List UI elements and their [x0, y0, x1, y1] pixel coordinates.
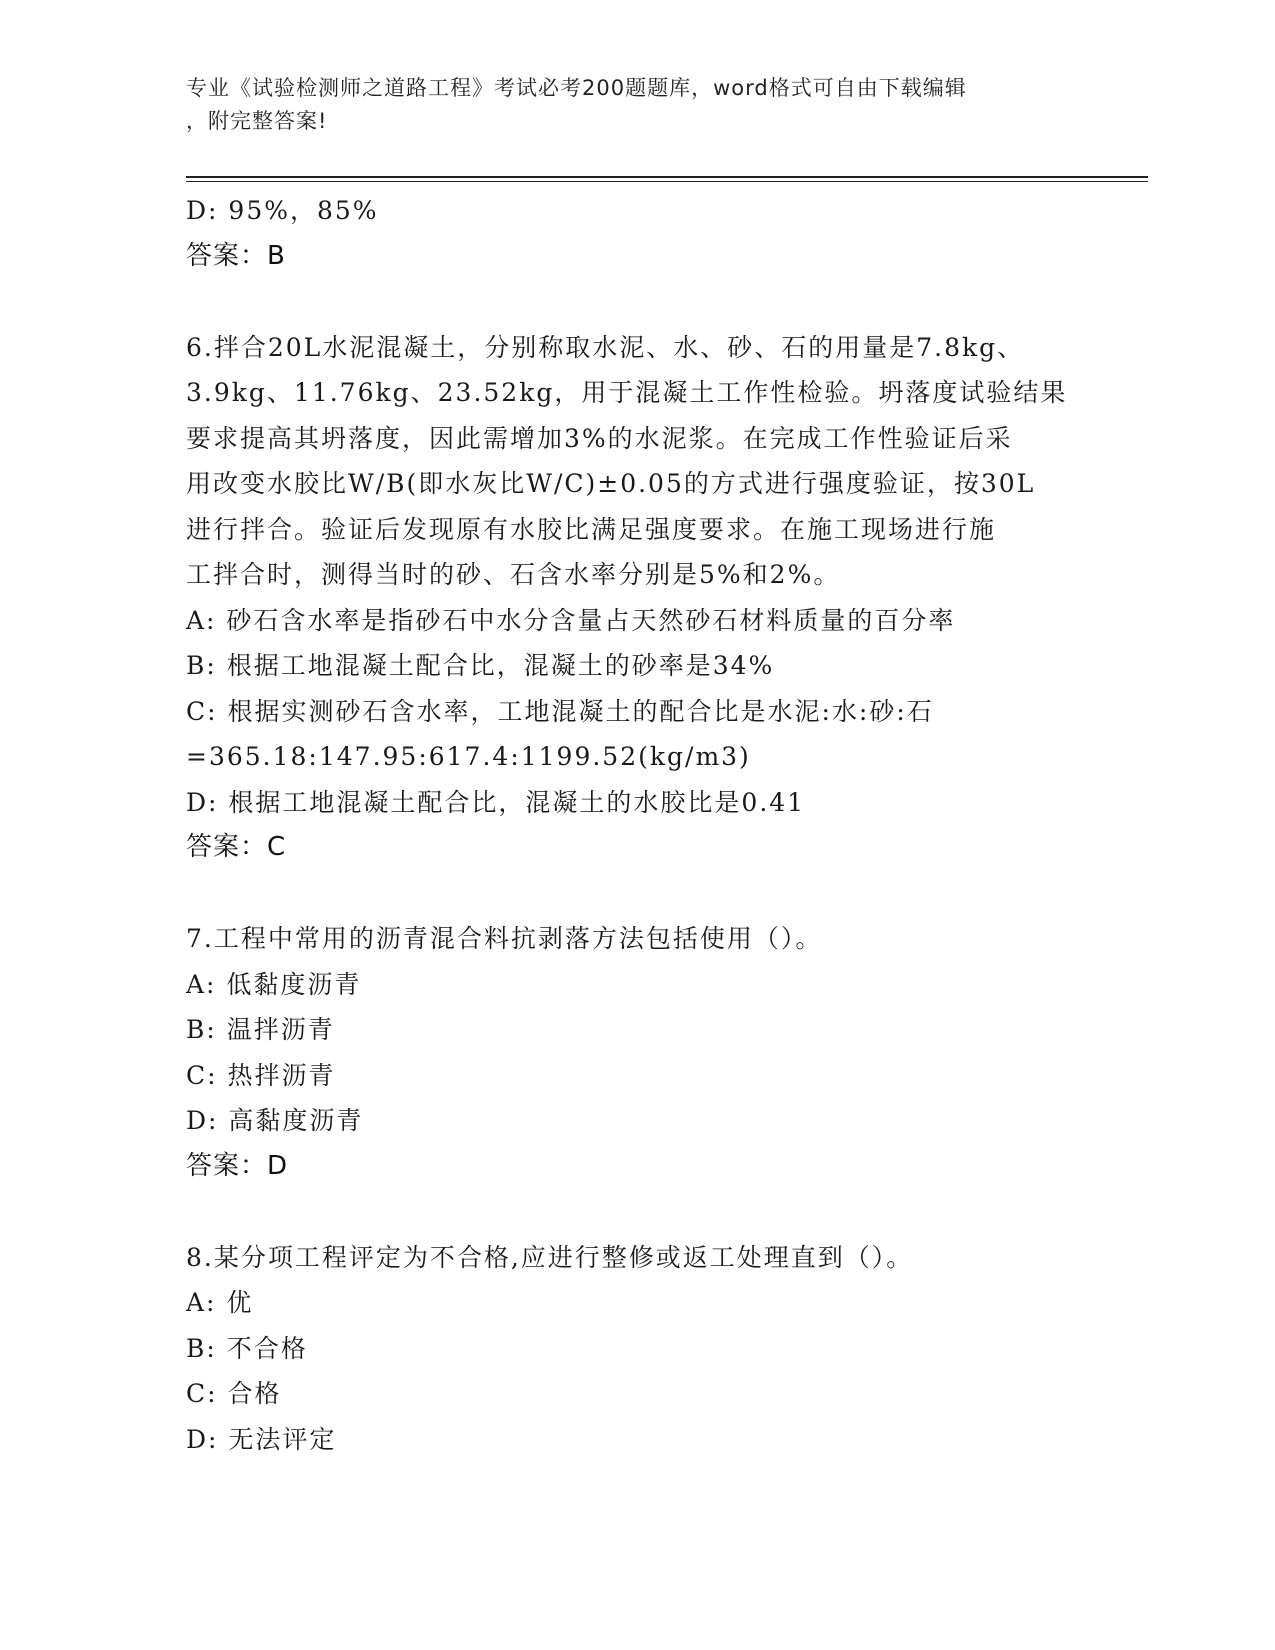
- header-title-line: 专业《试验检测师之道路工程》考试必考200题题库，word格式可自由下载编辑: [186, 76, 967, 100]
- q6-option-a: A: 砂石含水率是指砂石中水分含量占天然砂石材料质量的百分率: [186, 605, 956, 635]
- q8-stem: 8.某分项工程评定为不合格,应进行整修或返工处理直到（）。: [186, 1242, 914, 1272]
- q8-option-b: B: 不合格: [186, 1333, 308, 1363]
- q6-stem-line: 要求提高其坍落度，因此需增加3%的水泥浆。在完成工作性验证后采: [186, 423, 1013, 453]
- q7-stem: 7.工程中常用的沥青混合料抗剥落方法包括使用（）。: [186, 924, 823, 953]
- q7-answer: 答案：D: [186, 1150, 289, 1181]
- q8-option-c: C: 合格: [186, 1379, 282, 1408]
- q6-stem-line: 3.9kg、11.76kg、23.52kg，用于混凝土工作性检验。坍落度试验结果: [186, 378, 1068, 407]
- question-6: [186, 325, 1086, 871]
- document-header: [186, 72, 1066, 138]
- q6-option-c-continuation: =365.18:147.95:617.4:1199.52(kg/m3): [186, 742, 751, 771]
- q6-stem-line: 进行拌合。验证后发现原有水胶比满足强度要求。在施工现场进行施: [186, 514, 997, 544]
- header-divider-thin: [186, 181, 1148, 182]
- q7-option-c: C: 热拌沥青: [186, 1060, 336, 1090]
- q6-stem-line: 用改变水胶比W/B(即水灰比W/C)±0.05的方式进行强度验证，按30L: [186, 469, 1036, 498]
- q5-option-d: D: 95%，85%: [186, 196, 379, 225]
- q5-answer: 答案：B: [186, 240, 286, 271]
- spacer: [186, 279, 1086, 325]
- header-title-continuation: ，附完整答案!: [186, 109, 328, 133]
- question-7: [186, 916, 1086, 1189]
- q7-option-d: D: 高黏度沥青: [186, 1106, 364, 1135]
- spacer: [186, 1189, 1086, 1235]
- q7-option-b: B: 温拌沥青: [186, 1015, 335, 1044]
- q6-option-d: D: 根据工地混凝土配合比，混凝土的水胶比是0.41: [186, 787, 806, 817]
- q8-option-a: A: 优: [186, 1288, 254, 1317]
- q7-option-a: A: 低黏度沥青: [186, 969, 362, 999]
- q6-option-b: B: 根据工地混凝土配合比，混凝土的砂率是34%: [186, 651, 775, 680]
- question-8: [186, 1235, 1086, 1463]
- q6-stem-line: 6.拌合20L水泥混凝土，分别称取水泥、水、砂、石的用量是7.8kg、: [186, 332, 1025, 362]
- header-divider-thick: [186, 176, 1148, 178]
- q6-option-c: C: 根据实测砂石含水率，工地混凝土的配合比是水泥:水:砂:石: [186, 696, 934, 726]
- q6-stem-line: 工拌合时，测得当时的砂、石含水率分别是5%和2%。: [186, 560, 841, 589]
- q6-answer: 答案：C: [186, 832, 287, 862]
- spacer: [186, 871, 1086, 917]
- question-content: [186, 188, 1086, 1462]
- q8-option-d: D: 无法评定: [186, 1424, 337, 1454]
